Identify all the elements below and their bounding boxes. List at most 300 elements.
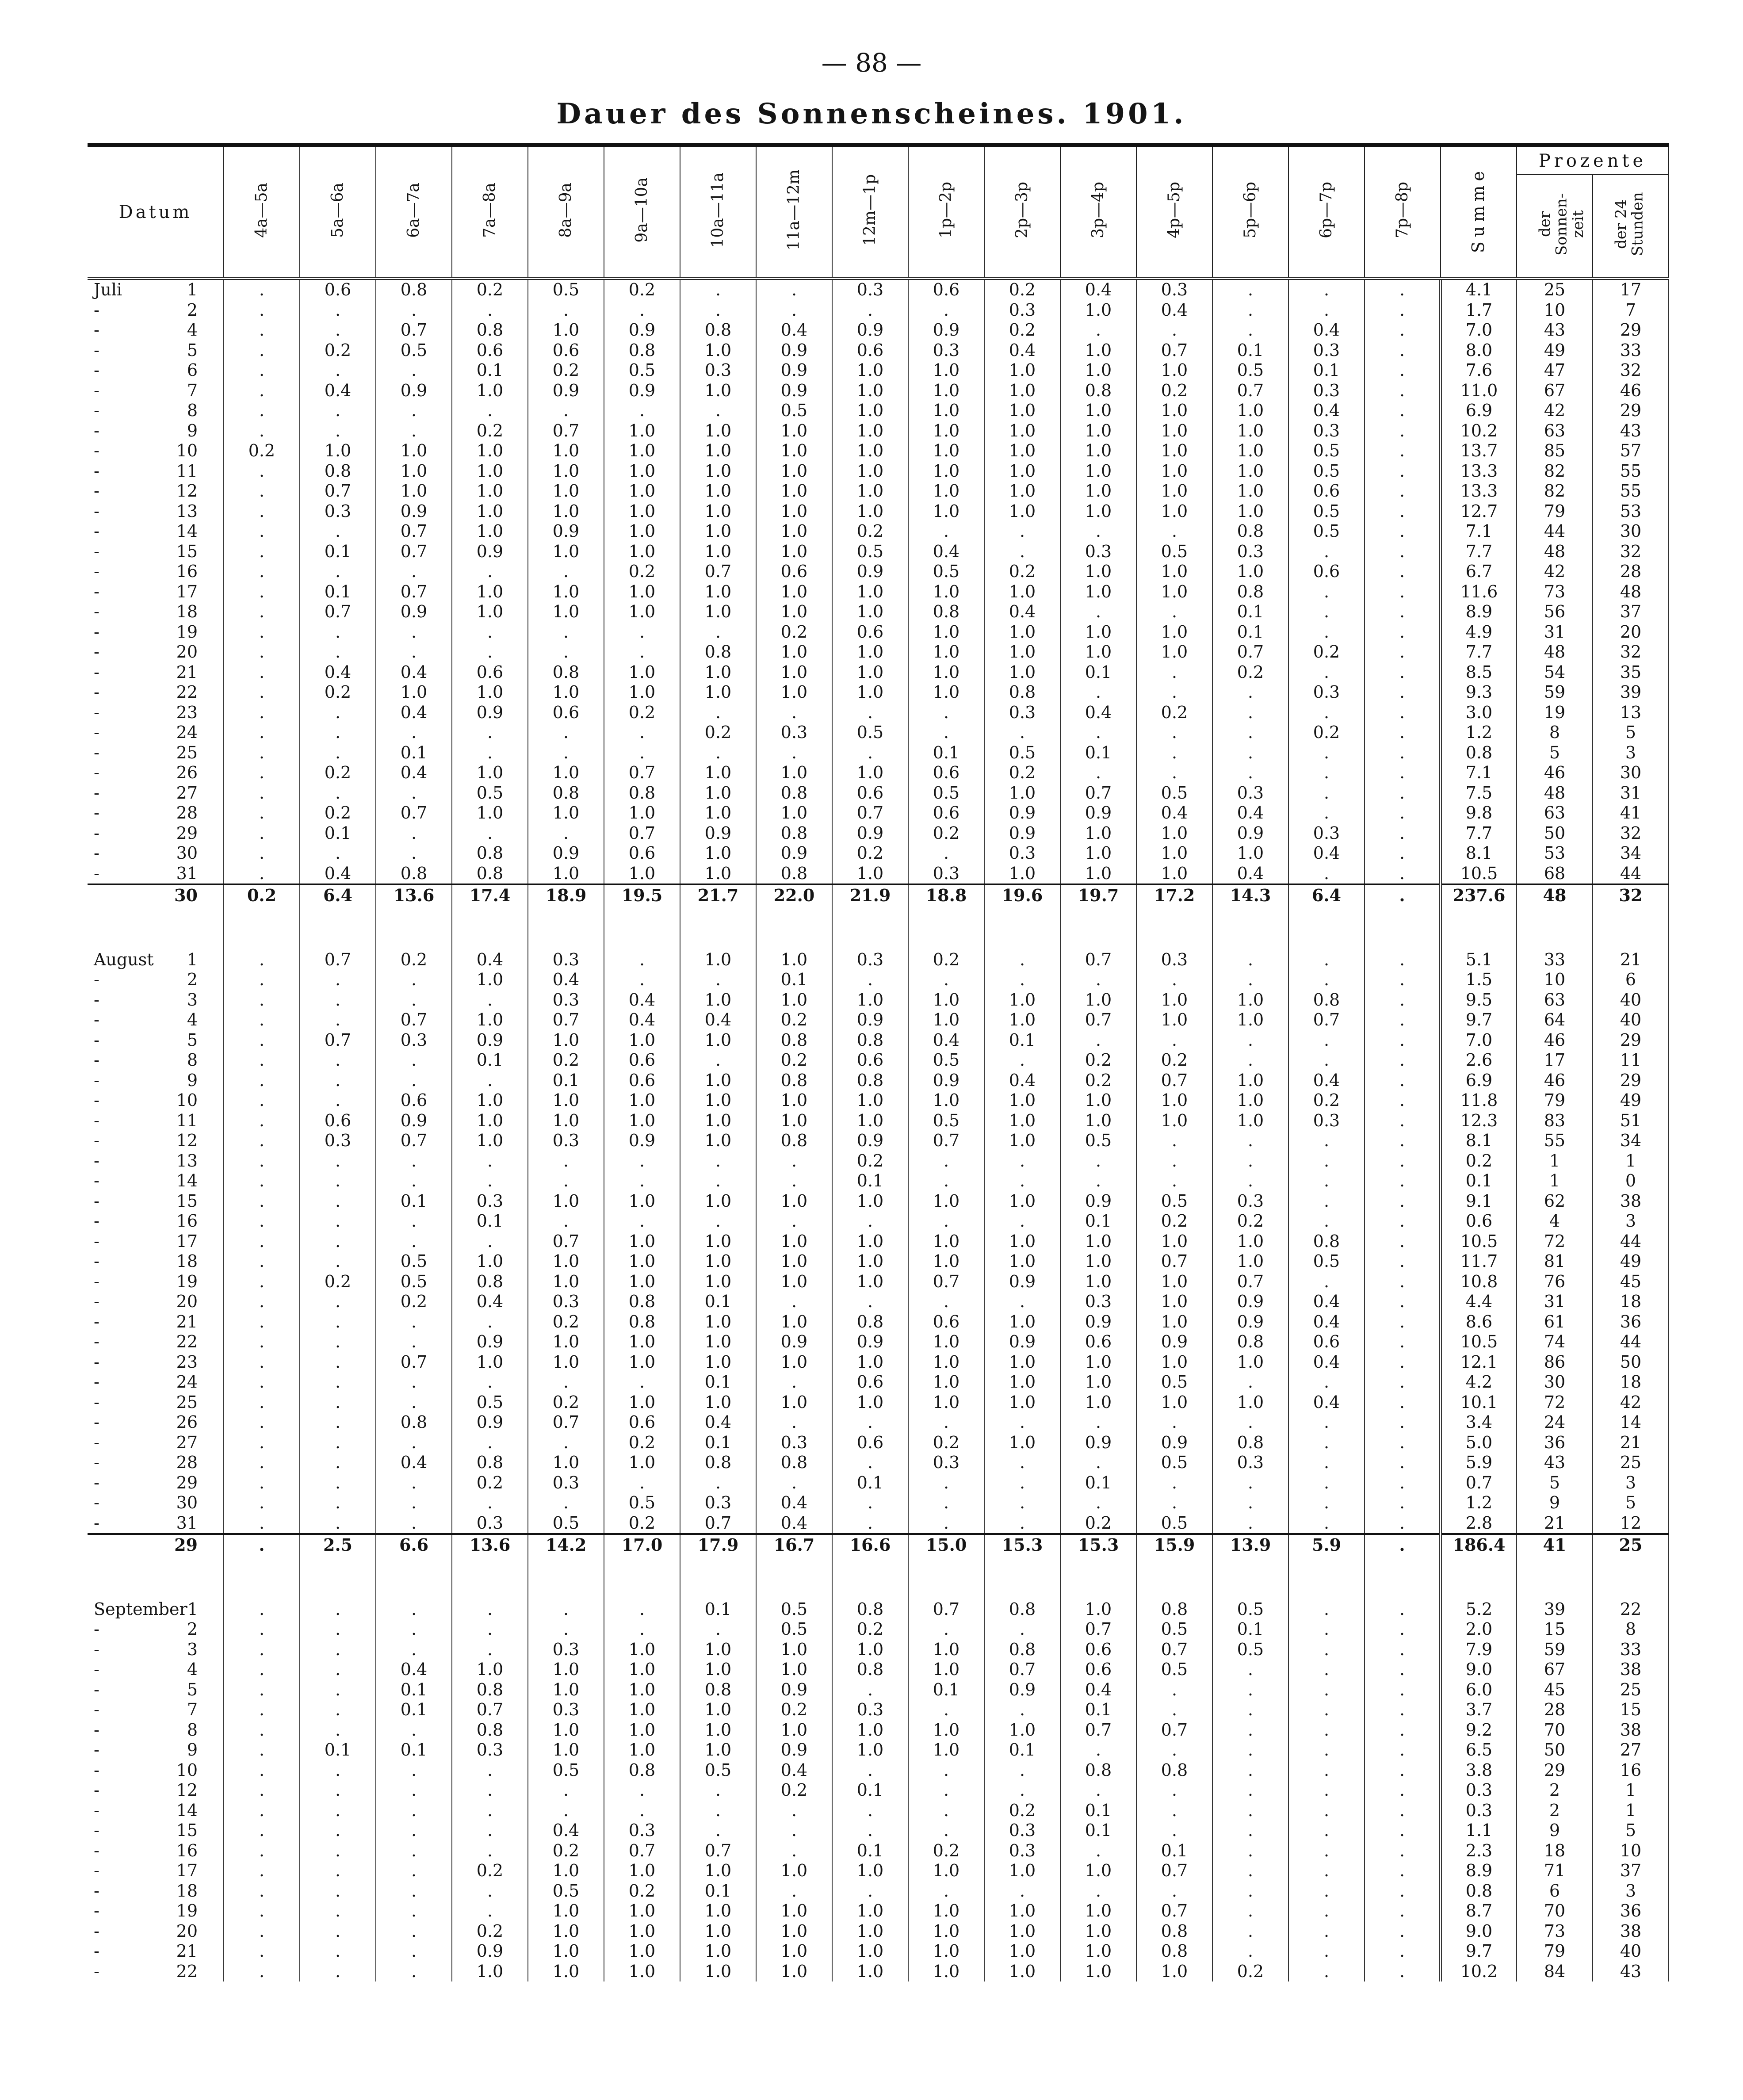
hour-cell: . xyxy=(376,401,452,421)
day-number: 14 xyxy=(176,1171,198,1190)
hour-cell: 0.4 xyxy=(756,1513,832,1534)
table-row xyxy=(88,1392,1669,1413)
hour-cell: . xyxy=(1060,1151,1136,1171)
hour-cell: 0.2 xyxy=(756,622,832,643)
day-number: 4 xyxy=(187,320,198,340)
hour-cell: . xyxy=(528,1801,604,1821)
table-row xyxy=(88,1332,1669,1352)
day-number: 20 xyxy=(176,642,198,662)
hour-cell: 0.3 xyxy=(984,1821,1060,1841)
pct-sun-cell: 5 xyxy=(1517,743,1593,763)
hour-cell: 1.0 xyxy=(604,582,680,602)
hour-cell: 1.0 xyxy=(1136,1292,1212,1312)
hour-cell: . xyxy=(984,1700,1060,1720)
hour-cell: 1.0 xyxy=(528,1941,604,1962)
hour-cell: 0.9 xyxy=(1060,1312,1136,1332)
hour-cell: 0.2 xyxy=(1288,642,1365,662)
date-cell xyxy=(88,970,224,990)
hour-cell: . xyxy=(680,1821,756,1841)
sunshine-table-container xyxy=(88,143,1669,1981)
pct-sun-cell: 67 xyxy=(1517,1660,1593,1680)
hour-cell: 1.0 xyxy=(908,582,984,602)
hour-cell: . xyxy=(984,1050,1060,1071)
date-cell xyxy=(88,1453,224,1473)
hour-cell: 1.0 xyxy=(680,1962,756,1982)
hour-cell: 1.0 xyxy=(756,461,832,482)
day-number: 22 xyxy=(176,1961,198,1981)
pct-24h-cell: 6 xyxy=(1593,970,1669,990)
hour-cell: 1.0 xyxy=(604,682,680,703)
ditto-mark: - xyxy=(94,1412,99,1432)
table-row xyxy=(88,970,1669,990)
hour-cell: . xyxy=(1365,1599,1441,1620)
hour-cell: 0.1 xyxy=(1060,1821,1136,1841)
pct-sun-cell: 28 xyxy=(1517,1700,1593,1720)
table-row xyxy=(88,1050,1669,1071)
hour-cell: 0.9 xyxy=(452,1941,528,1962)
hour-cell: 1.0 xyxy=(832,501,908,522)
pct-24h-cell: 51 xyxy=(1593,1111,1669,1131)
ditto-mark: - xyxy=(94,1513,99,1533)
hour-cell: 1.0 xyxy=(832,1251,908,1272)
ditto-mark: - xyxy=(94,1070,99,1090)
hour-cell: 1.0 xyxy=(984,1010,1060,1030)
date-cell xyxy=(88,1392,224,1413)
hour-cell: 1.0 xyxy=(1212,1251,1288,1272)
pct-sun-cell: 59 xyxy=(1517,1640,1593,1660)
table-row xyxy=(88,1901,1669,1921)
hour-cell: . xyxy=(224,562,300,582)
pct-sun-cell: 49 xyxy=(1517,340,1593,361)
hour-cell: 0.8 xyxy=(1136,1599,1212,1620)
pct-24h-cell: 32 xyxy=(1593,360,1669,381)
hour-cell: 0.2 xyxy=(452,1473,528,1493)
hour-cell: 1.0 xyxy=(832,1111,908,1131)
pct-24h-cell: 35 xyxy=(1593,662,1669,683)
pct-24h-cell: 5 xyxy=(1593,1493,1669,1513)
hour-cell: 1.0 xyxy=(908,401,984,421)
hour-cell: . xyxy=(300,1619,376,1640)
hour-cell: 1.0 xyxy=(1060,401,1136,421)
pct-24h-cell: 55 xyxy=(1593,461,1669,482)
hour-cell: . xyxy=(452,823,528,844)
hour-cell: 0.9 xyxy=(984,1272,1060,1292)
pct-sun-cell: 48 xyxy=(1517,642,1593,662)
hour-cell: . xyxy=(1365,1071,1441,1091)
hour-cell: 0.3 xyxy=(528,1473,604,1493)
sum-cell: 9.7 xyxy=(1441,1941,1517,1962)
hour-cell: . xyxy=(1288,950,1365,970)
pct-24h-cell: 30 xyxy=(1593,521,1669,542)
ditto-mark: - xyxy=(94,662,99,682)
pct-sun-cell: 21 xyxy=(1517,1513,1593,1534)
hour-cell: . xyxy=(1288,763,1365,783)
table-row xyxy=(88,990,1669,1010)
day-number: 12 xyxy=(176,481,198,501)
hour-cell: 0.9 xyxy=(1060,1433,1136,1453)
hour-cell: 0.7 xyxy=(1136,1720,1212,1740)
day-number: 10 xyxy=(176,1090,198,1110)
table-row xyxy=(88,823,1669,844)
hour-cell: 0.2 xyxy=(1060,1513,1136,1534)
hour-cell: 0.9 xyxy=(604,320,680,340)
hour-cell: 0.4 xyxy=(1212,864,1288,885)
hour-cell: 15.9 xyxy=(1136,1534,1212,1555)
hour-cell: . xyxy=(1060,320,1136,340)
hour-cell: . xyxy=(832,1412,908,1433)
pct-sun-cell: 17 xyxy=(1517,1050,1593,1071)
hour-cell: 0.8 xyxy=(1212,521,1288,542)
date-cell xyxy=(88,1473,224,1493)
hour-cell: 1.0 xyxy=(528,320,604,340)
date-cell xyxy=(88,1211,224,1232)
hour-cell: 1.0 xyxy=(452,1131,528,1151)
hour-cell: 0.5 xyxy=(528,1881,604,1901)
hour-cell: 0.2 xyxy=(300,1272,376,1292)
sum-cell: 9.7 xyxy=(1441,1010,1517,1030)
hour-cell: . xyxy=(376,1493,452,1513)
hour-cell: . xyxy=(832,1513,908,1534)
hour-cell: . xyxy=(1212,682,1288,703)
hour-cell: 0.4 xyxy=(984,602,1060,622)
header-hour: 2p—3p xyxy=(984,145,1060,279)
pct-sun-cell: 19 xyxy=(1517,703,1593,723)
hour-cell: . xyxy=(1365,441,1441,461)
hour-cell: 1.0 xyxy=(604,1111,680,1131)
hour-cell: . xyxy=(1288,1619,1365,1640)
hour-cell: 1.0 xyxy=(452,1111,528,1131)
page-title: Dauer des Sonnenscheines. 1901. xyxy=(556,97,1187,130)
hour-cell: . xyxy=(300,1352,376,1373)
hour-cell: 0.9 xyxy=(832,1332,908,1352)
hour-cell: . xyxy=(604,1151,680,1171)
hour-cell: 0.3 xyxy=(984,300,1060,321)
sum-cell: 4.1 xyxy=(1441,279,1517,300)
hour-cell: . xyxy=(224,1392,300,1413)
hour-cell: 1.0 xyxy=(528,1921,604,1942)
table-row xyxy=(88,1861,1669,1881)
hour-cell: 1.0 xyxy=(528,1251,604,1272)
hour-cell: . xyxy=(1365,1433,1441,1453)
hour-cell: . xyxy=(1365,1412,1441,1433)
date-cell xyxy=(88,360,224,381)
hour-cell: . xyxy=(224,279,300,300)
hour-cell: 1.0 xyxy=(604,1272,680,1292)
hour-cell: . xyxy=(300,1453,376,1473)
sum-cell: 11.0 xyxy=(1441,381,1517,401)
hour-cell: 1.0 xyxy=(1136,990,1212,1010)
hour-cell: 0.7 xyxy=(1060,1010,1136,1030)
table-row xyxy=(88,1640,1669,1660)
hour-cell: 0.7 xyxy=(1136,1901,1212,1921)
day-number: 6 xyxy=(187,360,198,380)
sum-cell: 2.8 xyxy=(1441,1513,1517,1534)
hour-cell: 0.5 xyxy=(604,1493,680,1513)
hour-cell: . xyxy=(1212,703,1288,723)
date-cell xyxy=(88,582,224,602)
hour-cell: 1.0 xyxy=(984,642,1060,662)
hour-cell: 0.1 xyxy=(680,1372,756,1392)
hour-cell: . xyxy=(376,1071,452,1091)
hour-cell: 0.7 xyxy=(1060,783,1136,803)
hour-cell: . xyxy=(984,542,1060,562)
hour-cell: 0.4 xyxy=(908,542,984,562)
hour-cell: . xyxy=(604,622,680,643)
hour-cell: 0.2 xyxy=(300,763,376,783)
hour-cell: . xyxy=(756,300,832,321)
pct-sun-cell: 42 xyxy=(1517,562,1593,582)
hour-cell: . xyxy=(984,1619,1060,1640)
sum-cell: 12.3 xyxy=(1441,1111,1517,1131)
hour-cell: 0.4 xyxy=(1288,1312,1365,1332)
ditto-mark: - xyxy=(94,401,99,420)
ditto-mark: - xyxy=(94,441,99,460)
hour-cell: 0.4 xyxy=(756,1493,832,1513)
hour-cell: . xyxy=(1365,823,1441,844)
hour-cell: 0.6 xyxy=(528,703,604,723)
header-hour: 4p—5p xyxy=(1136,145,1212,279)
pct-24h-cell: 37 xyxy=(1593,602,1669,622)
hour-cell: . xyxy=(224,1090,300,1111)
pct-sun-cell: 61 xyxy=(1517,1312,1593,1332)
hour-cell: . xyxy=(300,1599,376,1620)
hour-cell: 1.0 xyxy=(680,1901,756,1921)
hour-cell: 0.3 xyxy=(604,1821,680,1841)
hour-cell: 1.0 xyxy=(984,1861,1060,1881)
ditto-mark: - xyxy=(94,1493,99,1512)
hour-cell: 0.7 xyxy=(1136,1071,1212,1091)
hour-cell: . xyxy=(224,1232,300,1252)
table-row xyxy=(88,1962,1669,1982)
hour-cell: 1.0 xyxy=(984,421,1060,441)
pct-24h-cell: 55 xyxy=(1593,481,1669,501)
hour-cell: 0.7 xyxy=(604,763,680,783)
hour-cell: 1.0 xyxy=(908,1251,984,1272)
table-row xyxy=(88,1292,1669,1312)
pct-sun-cell: 31 xyxy=(1517,622,1593,643)
hour-cell: 0.9 xyxy=(908,1071,984,1091)
hour-cell: 0.9 xyxy=(984,1680,1060,1700)
hour-cell: 0.1 xyxy=(832,1473,908,1493)
hour-cell: 1.0 xyxy=(528,1660,604,1680)
date-cell xyxy=(88,340,224,361)
pct-24h-cell: 43 xyxy=(1593,421,1669,441)
hour-cell: . xyxy=(1365,803,1441,823)
ditto-mark: - xyxy=(94,1332,99,1351)
hour-cell: . xyxy=(1365,300,1441,321)
hour-cell: 1.0 xyxy=(452,461,528,482)
table-row xyxy=(88,1171,1669,1191)
sum-cell: 3.8 xyxy=(1441,1760,1517,1781)
hour-cell: . xyxy=(224,1921,300,1942)
hour-cell: . xyxy=(1212,1171,1288,1191)
hour-cell: 0.7 xyxy=(1060,1720,1136,1740)
hour-cell: . xyxy=(300,1090,376,1111)
header-summe: Summe xyxy=(1441,145,1517,279)
pct-24h-cell: 38 xyxy=(1593,1660,1669,1680)
hour-cell: 1.0 xyxy=(756,682,832,703)
hour-cell: . xyxy=(224,1191,300,1212)
hour-cell: 0.7 xyxy=(528,1232,604,1252)
date-cell xyxy=(88,1962,224,1982)
hour-cell: 1.0 xyxy=(1060,642,1136,662)
hour-cell: . xyxy=(528,743,604,763)
hour-cell: . xyxy=(528,1372,604,1392)
hour-cell: . xyxy=(1288,970,1365,990)
date-cell xyxy=(88,950,224,970)
hour-cell: 1.0 xyxy=(528,1111,604,1131)
hour-cell: 1.0 xyxy=(832,1720,908,1740)
ditto-mark: - xyxy=(94,1271,99,1291)
hour-cell: 0.1 xyxy=(832,1841,908,1861)
hour-cell: 1.0 xyxy=(528,1272,604,1292)
date-cell xyxy=(88,1881,224,1901)
hour-cell: 0.6 xyxy=(604,1412,680,1433)
sum-cell: 11.6 xyxy=(1441,582,1517,602)
hour-cell: 1.0 xyxy=(680,1392,756,1413)
hour-cell: . xyxy=(224,602,300,622)
hour-cell: . xyxy=(1365,1640,1441,1660)
hour-cell: 0.7 xyxy=(908,1272,984,1292)
hour-cell: 1.0 xyxy=(604,1720,680,1740)
hour-cell: 1.0 xyxy=(1060,1901,1136,1921)
hour-cell: . xyxy=(1212,723,1288,743)
hour-cell: 13.9 xyxy=(1212,1534,1288,1555)
hour-cell: . xyxy=(376,622,452,643)
hour-cell: . xyxy=(376,1151,452,1171)
hour-cell: 0.8 xyxy=(756,1071,832,1091)
hour-cell: . xyxy=(224,682,300,703)
hour-cell: 1.0 xyxy=(984,1352,1060,1373)
date-cell xyxy=(88,421,224,441)
table-row xyxy=(88,1700,1669,1720)
hour-cell: 0.3 xyxy=(300,1131,376,1151)
hour-cell: 1.0 xyxy=(832,1861,908,1881)
table-row xyxy=(88,1780,1669,1801)
hour-cell: . xyxy=(376,300,452,321)
hour-cell: 1.0 xyxy=(1060,1232,1136,1252)
day-number: 4 xyxy=(187,1010,198,1029)
hour-cell: 0.8 xyxy=(604,340,680,361)
hour-cell: 1.0 xyxy=(908,1640,984,1660)
month-name: Juli xyxy=(94,280,122,299)
hour-cell: 0.5 xyxy=(528,279,604,300)
hour-cell: . xyxy=(1136,1821,1212,1841)
hour-cell: . xyxy=(908,1780,984,1801)
hour-cell: . xyxy=(224,990,300,1010)
hour-cell: 1.0 xyxy=(604,521,680,542)
hour-cell: 1.0 xyxy=(680,582,756,602)
hour-cell: 0.5 xyxy=(1136,783,1212,803)
date-cell xyxy=(88,1433,224,1453)
ditto-mark: - xyxy=(94,970,99,989)
hour-cell: 0.7 xyxy=(680,562,756,582)
hour-cell: . xyxy=(604,743,680,763)
hour-cell: 0.4 xyxy=(1288,843,1365,864)
hour-cell: 1.0 xyxy=(1212,1090,1288,1111)
ditto-mark: - xyxy=(94,723,99,742)
hour-cell: . xyxy=(224,1433,300,1453)
hour-cell: . xyxy=(376,1921,452,1942)
hour-cell: 0.7 xyxy=(376,542,452,562)
hour-cell: 0.1 xyxy=(1060,1473,1136,1493)
hour-cell: 0.5 xyxy=(1288,461,1365,482)
hour-cell: . xyxy=(224,783,300,803)
table-row xyxy=(88,401,1669,421)
hour-cell: 1.0 xyxy=(832,763,908,783)
day-number: 18 xyxy=(176,1881,198,1901)
hour-cell: . xyxy=(1365,1292,1441,1312)
hour-cell: 1.0 xyxy=(908,1740,984,1760)
hour-cell: . xyxy=(680,743,756,763)
hour-cell: 1.0 xyxy=(604,1962,680,1982)
hour-cell: 1.0 xyxy=(1136,622,1212,643)
hour-cell: . xyxy=(604,970,680,990)
hour-cell: . xyxy=(224,1473,300,1493)
table-row xyxy=(88,763,1669,783)
ditto-mark: - xyxy=(94,481,99,501)
table-row xyxy=(88,1821,1669,1841)
hour-cell: 0.3 xyxy=(1288,340,1365,361)
hour-cell: . xyxy=(376,1171,452,1191)
hour-cell: 1.0 xyxy=(756,1111,832,1131)
hour-cell: . xyxy=(224,1534,300,1555)
hour-cell: 1.0 xyxy=(756,662,832,683)
hour-cell: . xyxy=(224,1453,300,1473)
date-cell xyxy=(88,763,224,783)
hour-cell: 1.0 xyxy=(1136,562,1212,582)
pct-sun-cell: 70 xyxy=(1517,1720,1593,1740)
sum-cell: 0.3 xyxy=(1441,1780,1517,1801)
hour-cell: 1.0 xyxy=(452,501,528,522)
ditto-mark: - xyxy=(94,1110,99,1130)
hour-cell: . xyxy=(1136,723,1212,743)
day-number: 23 xyxy=(176,702,198,722)
day-number: 1 xyxy=(187,1599,198,1619)
hour-cell: 0.7 xyxy=(680,1513,756,1534)
pct-24h-cell: 11 xyxy=(1593,1050,1669,1071)
pct-24h-cell: 25 xyxy=(1593,1680,1669,1700)
hour-cell: 0.6 xyxy=(908,763,984,783)
sum-cell: 0.8 xyxy=(1441,1881,1517,1901)
hour-cell: 1.0 xyxy=(300,441,376,461)
ditto-mark: - xyxy=(94,763,99,782)
date-cell xyxy=(88,300,224,321)
pct-24h-cell: 37 xyxy=(1593,1861,1669,1881)
hour-cell: 1.0 xyxy=(376,441,452,461)
hour-cell: . xyxy=(1136,1493,1212,1513)
pct-24h-cell: 21 xyxy=(1593,1433,1669,1453)
ditto-mark: - xyxy=(94,421,99,440)
hour-cell: . xyxy=(224,1901,300,1921)
hour-cell: . xyxy=(376,1821,452,1841)
date-cell xyxy=(88,279,224,300)
hour-cell: . xyxy=(1288,622,1365,643)
hour-cell: 0.8 xyxy=(452,320,528,340)
sum-cell: 7.0 xyxy=(1441,1030,1517,1051)
ditto-mark: - xyxy=(94,1372,99,1392)
hour-cell: 0.1 xyxy=(1212,340,1288,361)
pct-24h-cell: 3 xyxy=(1593,1473,1669,1493)
hour-cell: . xyxy=(984,1453,1060,1473)
hour-cell: 0.2 xyxy=(528,1312,604,1332)
hour-cell: 0.7 xyxy=(908,1599,984,1620)
hour-cell: 0.8 xyxy=(984,1599,1060,1620)
hour-cell: . xyxy=(224,1412,300,1433)
hour-cell: 0.2 xyxy=(1212,662,1288,683)
pct-sun-cell: 43 xyxy=(1517,320,1593,340)
hour-cell: 0.9 xyxy=(452,703,528,723)
